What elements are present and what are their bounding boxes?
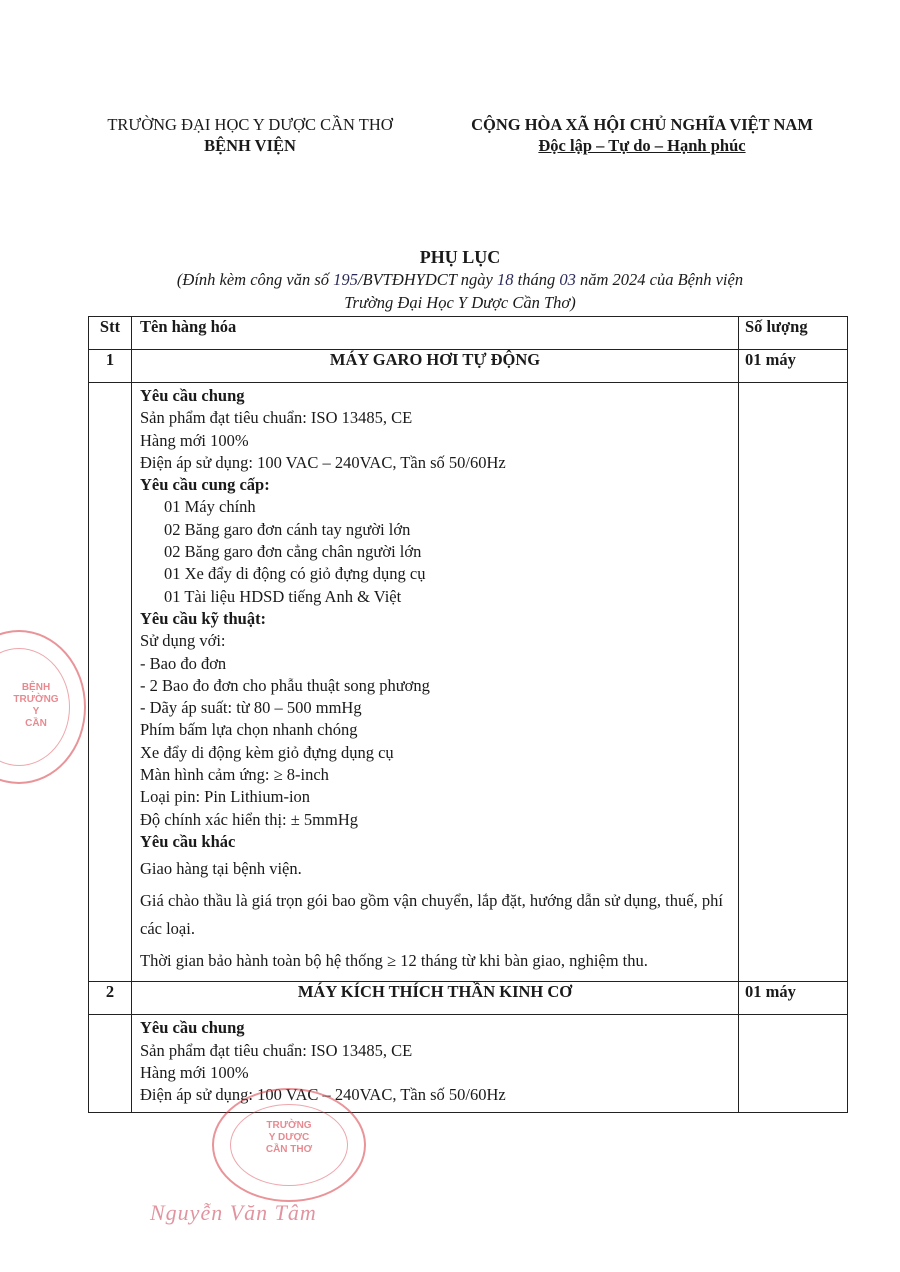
doc-month: 03 [559,270,576,289]
list-item: Giá chào thầu là giá trọn gói bao gồm vận chuyển, lắp đặt, hướng dẫn sử dụng, thuế, phí các loại. [140,891,723,939]
col-qty-header: Số lượng [739,317,848,350]
appendix-title-block [80,246,840,314]
list-item: Sử dụng với: [140,631,226,651]
table-row [89,350,848,383]
table-row-details [89,383,848,982]
list-item: 01 Máy chính [164,497,256,517]
empty-cell [89,1015,132,1113]
official-seal-left [0,630,86,784]
list-item: Thời gian bảo hành toàn bộ hệ thống ≥ 12 tháng từ khi bàn giao, nghiệm thu. [140,951,648,971]
list-item: Hàng mới 100% [140,430,249,450]
empty-cell [89,383,132,982]
list-item: 02 Băng garo đơn cánh tay người lớn [164,519,411,539]
item-stt: 2 [89,982,132,1015]
item-qty: 01 máy [739,982,848,1015]
doc-day: 18 [496,270,514,289]
section-title: Yêu cầu khác [140,831,236,851]
list-item: Độ chính xác hiển thị: ± 5mmHg [140,809,359,829]
item-name: MÁY GARO HƠI TỰ ĐỘNG [132,350,739,383]
subtitle-part: (Đính kèm công văn số [176,270,334,289]
table-row [89,982,848,1015]
national-header [432,114,852,156]
empty-cell [739,383,848,982]
list-item: Sản phẩm đạt tiêu chuẩn: ISO 13485, CE [140,408,413,428]
section-title: Yêu cầu chung [140,1018,245,1038]
list-item: Phím bấm lựa chọn nhanh chóng [140,720,358,740]
signature: Nguyễn Văn Tâm [150,1200,317,1225]
list-item: Điện áp sử dụng: 100 VAC – 240VAC, Tần số 50/60Hz [140,1085,506,1105]
issuer-unit: BỆNH VIỆN [204,136,296,155]
list-item: Hàng mới 100% [140,1062,249,1082]
seal-text: BỆNH TRƯỜNG Y CẦN [13,682,59,729]
goods-table [88,316,848,1113]
table-row-details [89,1015,848,1113]
issuer-org: TRƯỜNG ĐẠI HỌC Y DƯỢC CẦN THƠ [107,115,393,134]
list-item: Giao hàng tại bệnh viện. [140,859,302,879]
list-item: - Dãy áp suất: từ 80 – 500 mmHg [140,698,362,718]
subtitle-part: tháng [513,270,560,289]
section-title: Yêu cầu cung cấp: [140,475,270,495]
subtitle-part: năm 2024 của Bệnh viện [575,270,744,289]
national-title: CỘNG HÒA XÃ HỘI CHỦ NGHĨA VIỆT NAM [471,115,813,134]
appendix-heading: PHỤ LỤC [419,247,501,267]
list-item: Màn hình cảm ứng: ≥ 8-inch [140,765,329,785]
item-qty: 01 máy [739,350,848,383]
item-specs [132,383,739,982]
list-item: 01 Tài liệu HDSD tiếng Anh & Việt [164,586,402,606]
national-motto: Độc lập – Tự do – Hạnh phúc [538,136,746,155]
list-item: Loại pin: Pin Lithium-ion [140,787,311,807]
list-item: Xe đẩy di động kèm giỏ đựng dụng cụ [140,742,394,762]
section-title: Yêu cầu chung [140,386,245,405]
col-name-header: Tên hàng hóa [132,317,739,350]
doc-number: 195 [333,270,358,289]
official-seal-bottom [212,1088,366,1202]
issuer-header [60,114,440,156]
table-header-row [89,317,848,350]
seal-text: TRƯỜNG Y DƯỢC CẦN THƠ [265,1120,313,1155]
item-name: MÁY KÍCH THÍCH THẦN KINH CƠ [132,982,739,1015]
list-item: - 2 Bao đo đơn cho phẫu thuật song phương [140,675,430,695]
item-stt: 1 [89,350,132,383]
list-item: Sản phẩm đạt tiêu chuẩn: ISO 13485, CE [140,1040,413,1060]
list-item: 02 Băng garo đơn cẳng chân người lớn [164,542,422,562]
appendix-subtitle [80,268,840,291]
item-specs [132,1015,739,1113]
col-stt-header: Stt [89,317,132,350]
list-item: - Bao đo đơn [140,653,227,673]
appendix-subtitle-line2: Trường Đại Học Y Dược Cần Thơ) [344,293,576,312]
list-item: 01 Xe đẩy di động có giỏ đựng dụng cụ [164,564,426,584]
empty-cell [739,1015,848,1113]
list-item: Điện áp sử dụng: 100 VAC – 240VAC, Tần số 50/60Hz [140,452,506,472]
section-title: Yêu cầu kỹ thuật: [140,608,267,628]
subtitle-part: /BVTĐHYDCT ngày [357,270,497,289]
